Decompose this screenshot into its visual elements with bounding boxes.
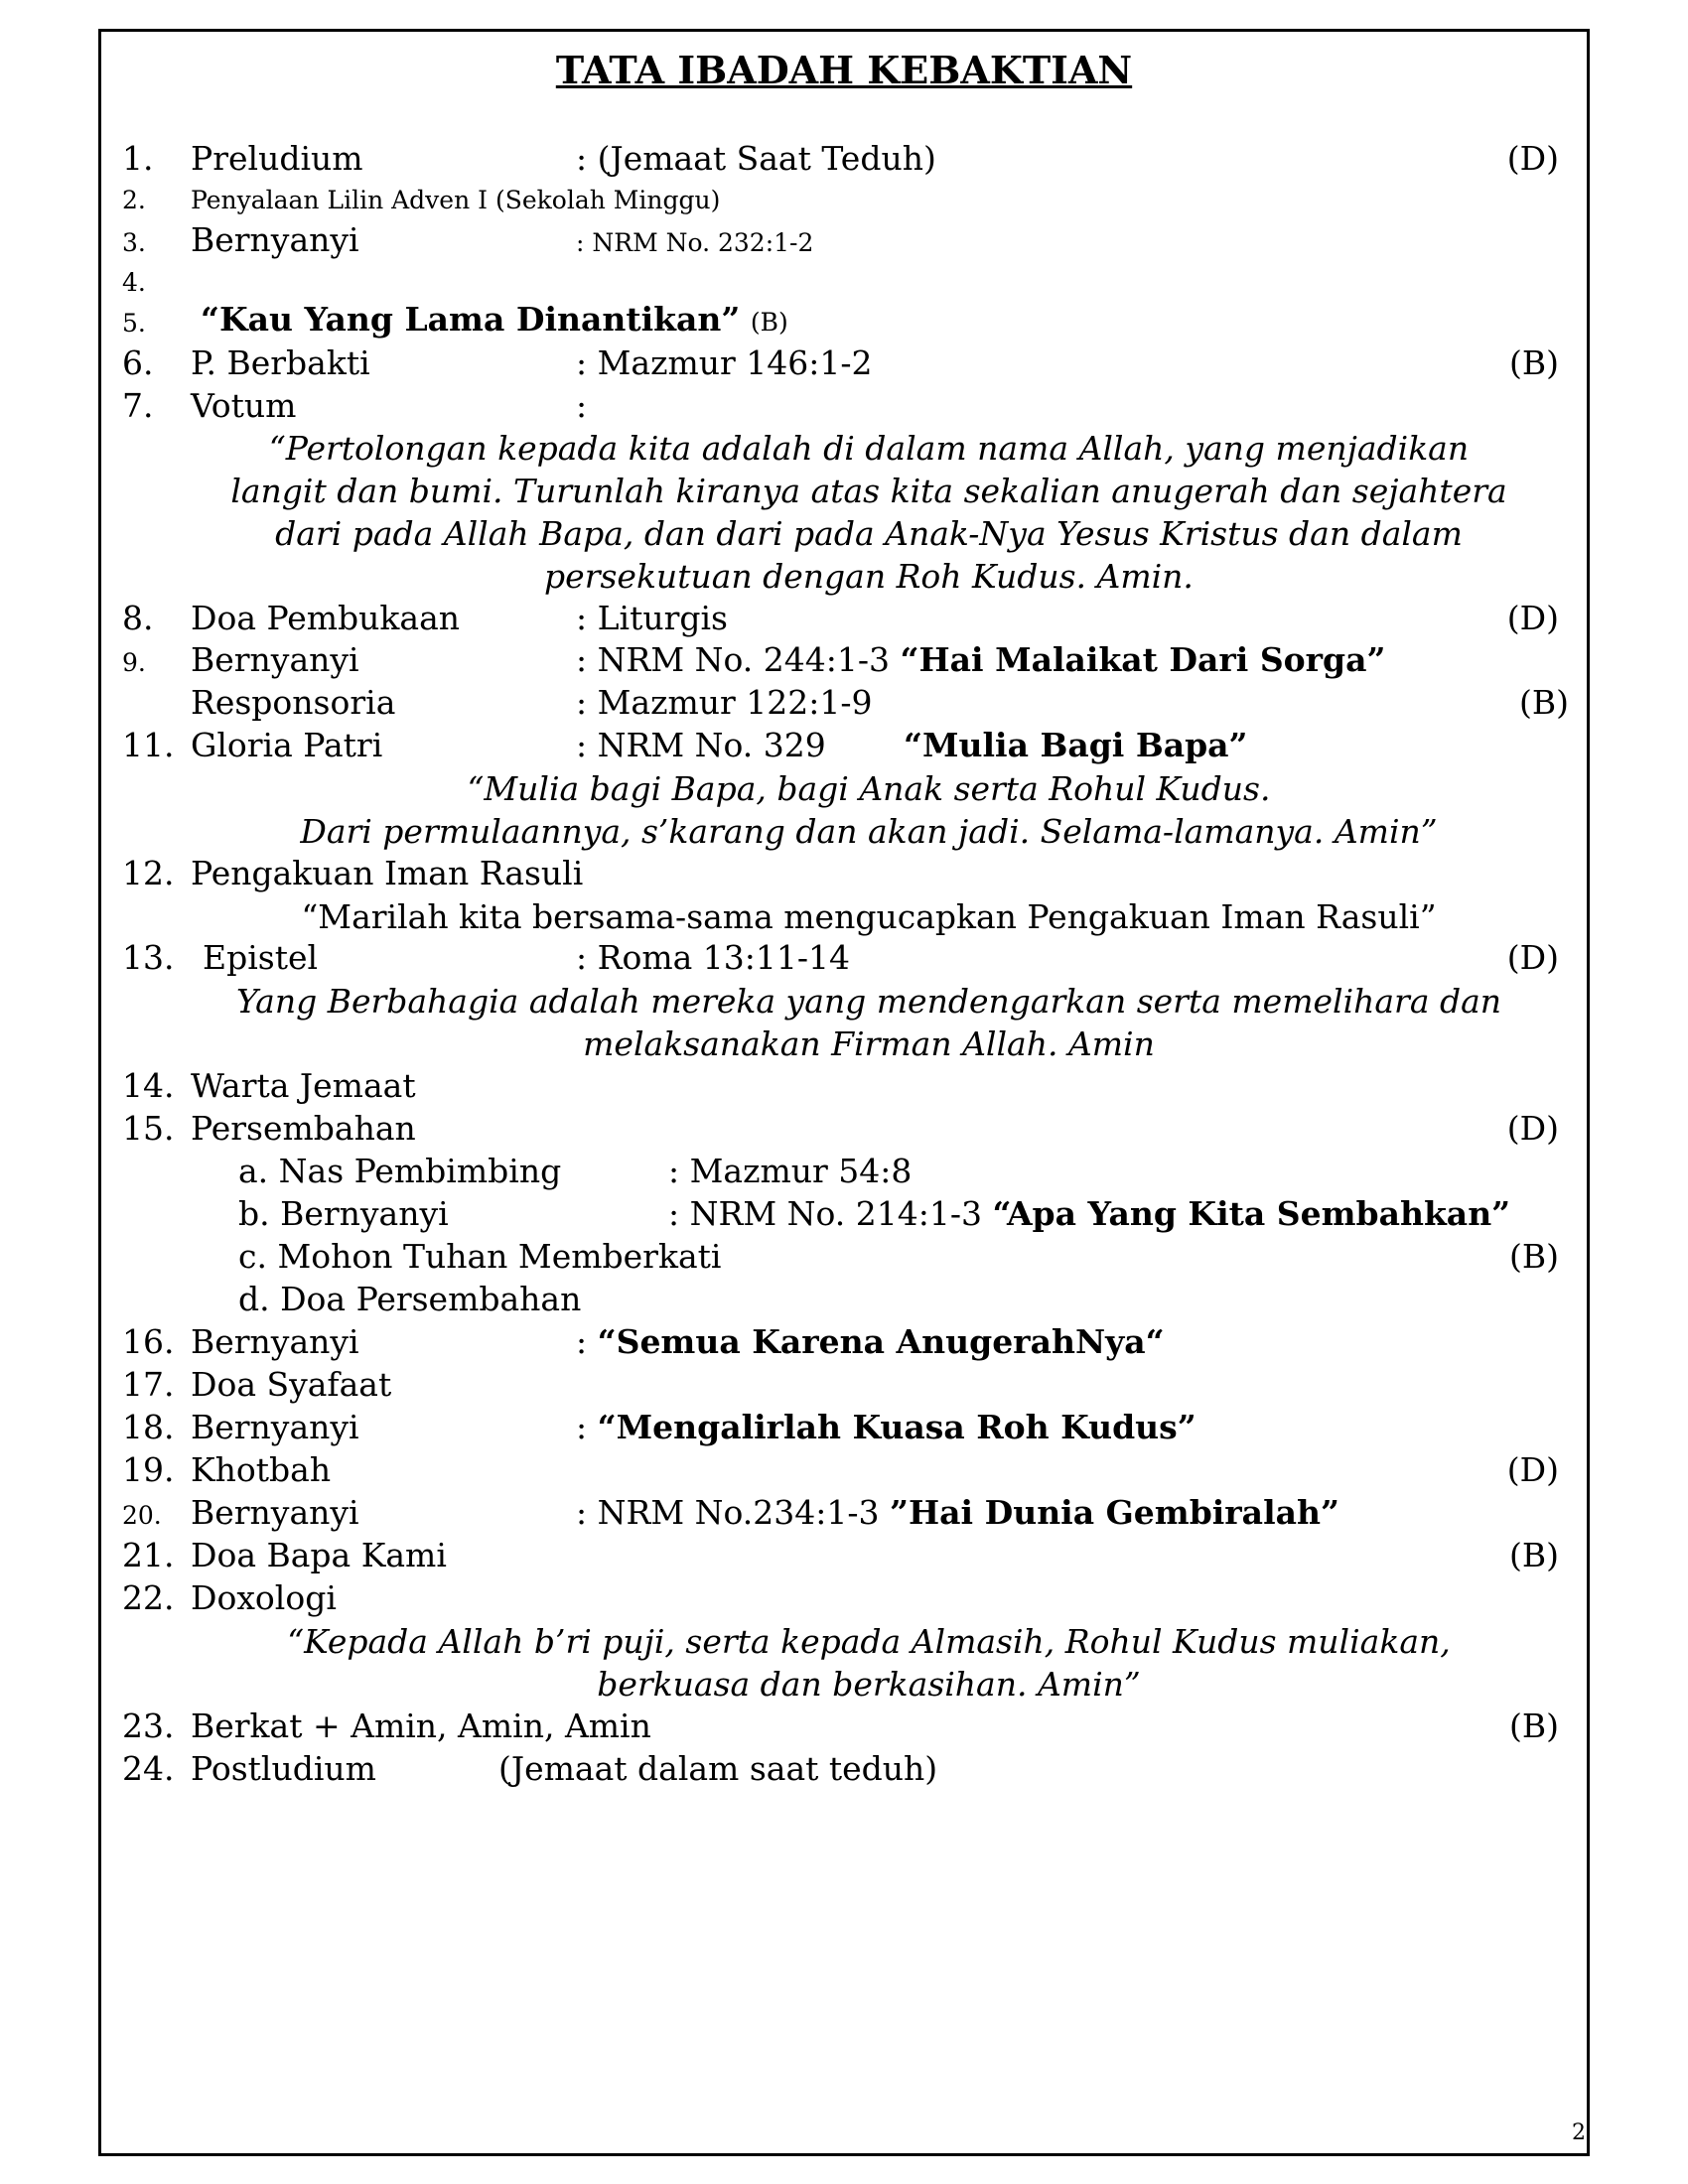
sub-item-label: a. Nas Pembimbing — [238, 1152, 562, 1190]
item-value: : (Jemaat Saat Teduh) — [576, 139, 936, 178]
item-label: Doa Pembukaan — [191, 599, 461, 637]
item-label: Doa Syafaat — [191, 1365, 392, 1404]
epistel-text: Yang Berbahagia adalah mereka yang mendengarkan serta memelihara dan melaksanakan Firman Allah. Amin — [235, 982, 1502, 1063]
role-marker: (B) — [1509, 343, 1559, 382]
role-marker: (B) — [1509, 1706, 1559, 1745]
item-value: : Mazmur 146:1-2 — [576, 343, 873, 382]
item-number: 4. — [122, 268, 146, 297]
item-value: : NRM No.234:1-3 — [576, 1493, 880, 1532]
item-value: : Mazmur 122:1-9 — [576, 683, 873, 722]
item-number: 8. — [122, 599, 154, 637]
item-label: Pengakuan Iman Rasuli — [191, 854, 584, 892]
item-label: Doa Bapa Kami — [191, 1536, 447, 1574]
sub-item-label: c. Mohon Tuhan Memberkati — [238, 1237, 722, 1276]
item-number: 5. — [122, 309, 146, 338]
page-title: TATA IBADAH KEBAKTIAN — [555, 48, 1133, 92]
item-number: 11. — [122, 726, 175, 764]
item-label: Preludium — [191, 139, 363, 178]
item-value: : NRM No. 232:1-2 — [576, 228, 814, 257]
sub-item-label: d. Doa Persembahan — [238, 1280, 582, 1318]
item-label: Bernyanyi — [191, 1408, 359, 1446]
doxologi-text: “Kepada Allah b’ri puji, serta kepada Almasih, Rohul Kudus muliakan, berkuasa dan berkasihan. Amin” — [287, 1622, 1451, 1704]
role-marker: (D) — [1506, 139, 1559, 178]
item-number: 13. — [122, 938, 175, 977]
item-label: Penyalaan Lilin Adven I (Sekolah Minggu) — [191, 186, 721, 214]
item-value: : — [576, 1322, 588, 1361]
gloria-text: “Mulia bagi Bapa, bagi Anak serta Rohul Kudus. Dari permulaannya, s’karang dan akan jadi. Selama-lamanya. Amin” — [300, 769, 1438, 851]
item-label: Responsoria — [191, 683, 396, 722]
item-value: (Jemaat dalam saat teduh) — [498, 1749, 938, 1788]
item-number: 17. — [122, 1365, 175, 1404]
item-number: 15. — [122, 1109, 175, 1148]
sub-item-value: : Mazmur 54:8 — [668, 1152, 913, 1190]
item-number: 20. — [122, 1501, 162, 1530]
item-number: 24. — [122, 1749, 175, 1788]
role-marker: (B) — [1509, 1536, 1559, 1574]
role-marker: (B) — [1509, 1237, 1559, 1276]
item-label: Persembahan — [191, 1109, 416, 1148]
item-number: 1. — [122, 139, 154, 178]
hymn-title: “Semua Karena AnugerahNya“ — [597, 1322, 1165, 1361]
item-number: 19. — [122, 1450, 175, 1489]
item-label: P. Berbakti — [191, 343, 370, 382]
item-value: : — [576, 386, 588, 425]
iman-text: “Marilah kita bersama-sama mengucapkan Pengakuan Iman Rasuli” — [301, 897, 1437, 936]
item-number: 21. — [122, 1536, 175, 1574]
hymn-title: ”Hai Dunia Gembiralah” — [890, 1493, 1339, 1532]
page-number: 2 — [1572, 2120, 1586, 2145]
item-label: Bernyanyi — [191, 640, 359, 679]
item-label: Warta Jemaat — [191, 1066, 416, 1105]
hymn-title: “Kau Yang Lama Dinantikan” — [201, 300, 741, 339]
item-value: : NRM No. 329 — [576, 726, 826, 764]
item-number: 23. — [122, 1706, 175, 1745]
item-label: Votum — [191, 386, 297, 425]
item-number: 18. — [122, 1408, 175, 1446]
item-number: 9. — [122, 648, 146, 677]
item-label: Doxologi — [191, 1578, 337, 1617]
votum-text: “Pertolongan kepada kita adalah di dalam nama Allah, yang menjadikan langit dan bumi. Turunlah kiranya atas kita sekalian anugerah dan sejahtera dari pada Allah Bapa, dan dari pada Anak-Nya Yesus Kristus dan dalam persekutuan dengan Roh Kudus. Amin. — [230, 429, 1507, 596]
item-label: Berkat + Amin, Amin, Amin — [191, 1706, 651, 1745]
hymn-title: “Mulia Bagi Bapa” — [904, 726, 1248, 764]
item-value: : Roma 13:11-14 — [576, 938, 851, 977]
item-number: 12. — [122, 854, 175, 892]
item-number: 7. — [122, 386, 154, 425]
item-number: 3. — [122, 228, 146, 257]
item-value: : Liturgis — [576, 599, 728, 637]
item-number: 14. — [122, 1066, 175, 1105]
role-marker: (B) — [1519, 683, 1569, 722]
item-label: Khotbah — [191, 1450, 332, 1489]
item-number: 6. — [122, 343, 154, 382]
hymn-title: “Hai Malaikat Dari Sorga” — [900, 640, 1386, 679]
item-label: Epistel — [203, 938, 319, 977]
hymn-title: “Apa Yang Kita Sembahkan” — [992, 1194, 1511, 1233]
hymn-title: “Mengalirlah Kuasa Roh Kudus” — [597, 1408, 1196, 1446]
item-label: Bernyanyi — [191, 1322, 359, 1361]
item-value: : — [576, 1408, 588, 1446]
role-marker: (D) — [1506, 1109, 1559, 1148]
item-number: 22. — [122, 1578, 175, 1617]
item-number: 2. — [122, 186, 146, 214]
role-marker: (B) — [750, 308, 788, 337]
item-value: : NRM No. 244:1-3 — [576, 640, 890, 679]
item-label: Gloria Patri — [191, 726, 383, 764]
role-marker: (D) — [1506, 599, 1559, 637]
item-label: Bernyanyi — [191, 220, 359, 259]
sub-item-value: : NRM No. 214:1-3 — [668, 1194, 982, 1233]
role-marker: (D) — [1506, 1450, 1559, 1489]
role-marker: (D) — [1506, 938, 1559, 977]
item-number: 16. — [122, 1322, 175, 1361]
item-label: Bernyanyi — [191, 1493, 359, 1532]
item-label: Postludium — [191, 1749, 376, 1788]
sub-item-label: b. Bernyanyi — [238, 1194, 449, 1233]
